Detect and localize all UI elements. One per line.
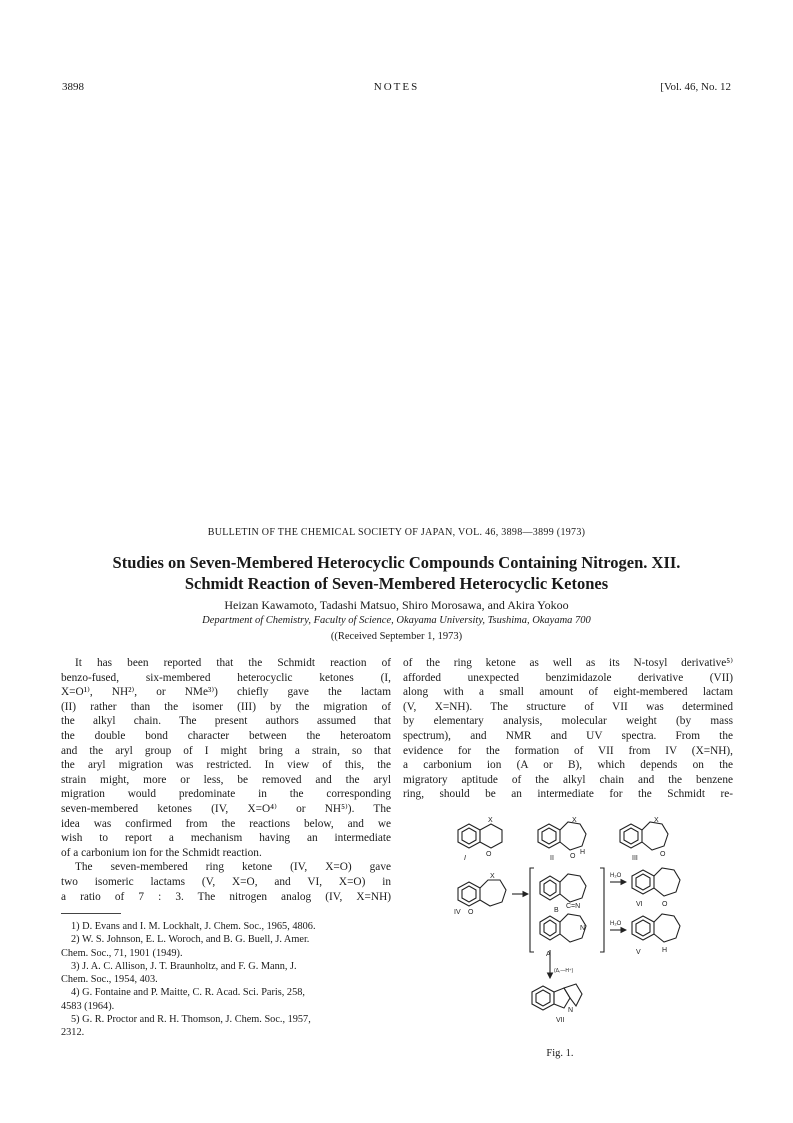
- text-line: migratory aptitude of the alkyl chain and the benzene: [403, 773, 733, 786]
- structure-iii: [620, 822, 668, 850]
- text-line: and the aryl group of I might bring a strain, so that: [61, 744, 391, 757]
- text-line: of the ring ketone as well as its N-tosyl derivative⁵⁾: [403, 657, 733, 669]
- label-n: N: [568, 1007, 574, 1014]
- footnote: 2) W. S. Johnson, E. L. Woroch, and B. G. Buell, J. Amer.: [71, 934, 310, 946]
- label-o: O: [486, 851, 492, 858]
- reaction-scheme-figure: [440, 810, 700, 1040]
- body-column-left: [61, 656, 391, 904]
- journal-ref: 46, 3898—3899 (1973): [485, 527, 586, 538]
- volume-label: [Vol. 46, No. 12: [660, 81, 731, 93]
- structure-vii: [532, 984, 582, 1010]
- text-line: strain might, more or less, be removed and the aryl: [61, 773, 391, 786]
- text-line: migration would predominate in the corresponding: [61, 788, 391, 801]
- text-line: afforded unexpected benzimidazole derivative (VII): [403, 671, 733, 684]
- footnote: 4583 (1964).: [61, 1000, 115, 1012]
- text-line: a ratio of 7 : 3. The nitrogen analog (IV, X=NH): [61, 890, 391, 903]
- page-number: 3898: [62, 81, 84, 93]
- structure-i: [458, 824, 502, 848]
- label-x: X: [490, 873, 495, 880]
- footnote: 2312.: [61, 1027, 85, 1039]
- label-vii: VII: [556, 1017, 565, 1024]
- label-vi: VI: [636, 901, 643, 908]
- text-line: the double bond character between the heteroatom: [61, 729, 391, 742]
- section-title: NOTES: [373, 81, 420, 93]
- label-ii: II: [550, 855, 554, 862]
- footnote: 1) D. Evans and I. M. Lockhalt, J. Chem. Soc., 1965, 4806.: [71, 921, 316, 932]
- text-line: the alkyl chain. The present authors assumed that: [61, 715, 391, 728]
- label-iv: IV: [454, 909, 461, 916]
- label-o: O: [662, 901, 668, 908]
- title-line-2: Schmidt Reaction of Seven-Membered Heterocyclic Ketones: [184, 574, 609, 593]
- label-h: H: [662, 947, 668, 954]
- label-i: I: [464, 855, 466, 862]
- text-line: (II) rather than the isomer (III) by the migration of: [61, 700, 391, 713]
- running-head: [62, 81, 731, 97]
- title-line-1: Studies on Seven-Membered Heterocyclic Compounds Containing Nitrogen. XII.: [112, 553, 681, 572]
- text-line: (V, X=NH). The structure of VII was determined: [403, 700, 733, 713]
- label-cn: C=N: [566, 903, 581, 910]
- text-line: ring, should be an intermediate for the Schmidt re-: [403, 788, 733, 801]
- affiliation: Department of Chemistry, Faculty of Science, Okayama University, Tsushima, Okayama 700: [202, 615, 591, 626]
- text-line: X=O¹⁾, NH²⁾, or NMe³⁾) chiefly gave the lactam: [61, 686, 391, 699]
- label-heat: (Δ,—H⁺): [554, 968, 574, 974]
- label-o: O: [660, 851, 666, 858]
- label-x: X: [572, 817, 577, 824]
- text-line: benzo-fused, six-membered heterocyclic ketones (I,: [61, 671, 391, 684]
- label-o: O: [468, 909, 474, 916]
- label-x: X: [488, 817, 493, 824]
- label-n: N: [580, 925, 586, 932]
- label-iii: III: [632, 855, 638, 862]
- text-line: the aryl migration was restricted. In view of this, the: [61, 759, 391, 772]
- text-line: It has been reported that the Schmidt reaction of: [75, 657, 391, 669]
- footnote: 5) G. R. Proctor and R. H. Thomson, J. Chem. Soc., 1957,: [71, 1014, 311, 1026]
- footnote-divider: [61, 913, 121, 914]
- footnote: Chem. Soc., 71, 1901 (1949).: [61, 947, 183, 959]
- footnote: Chem. Soc., 1954, 403.: [61, 974, 158, 986]
- text-line: by elementary analysis, molecular weight (by mass: [403, 715, 733, 728]
- structure-vi: [632, 868, 680, 896]
- footnote: 4) G. Fontaine and P. Maitte, C. R. Acad. Sci. Paris, 258,: [71, 987, 305, 999]
- footnote: 3) J. A. C. Allison, J. T. Braunholtz, and F. G. Mann, J.: [71, 960, 297, 972]
- structure-ii: [538, 822, 586, 850]
- text-line: seven-membered ketones (IV, X=O⁴⁾ or NH⁵⁾). The: [61, 802, 391, 815]
- structure-iv: [458, 880, 506, 906]
- author-list: Heizan Kawamoto, Tadashi Matsuo, Shiro Morosawa, and Akira Yokoo: [224, 598, 569, 612]
- label-h: H: [580, 849, 586, 856]
- intermediate-a: [540, 874, 586, 902]
- article-title: [40, 552, 753, 594]
- label-h2o: H₂O: [610, 873, 622, 879]
- label-o: O: [570, 853, 576, 860]
- text-line: The seven-membered ring ketone (IV, X=O) gave: [75, 861, 391, 874]
- structure-v: [632, 914, 680, 942]
- text-line: spectrum), and NMR and UV spectra. From the: [403, 729, 733, 742]
- text-line: along with a small amount of eight-membered lactam: [403, 686, 733, 699]
- text-line: of a carbonium ion for the Schmidt reaction.: [61, 846, 262, 859]
- body-column-right: [403, 656, 733, 802]
- text-line: a carbonium ion (A or B), which depends on the: [403, 759, 733, 772]
- text-line: two isomeric lactams (V, X=O, and VI, X=O) in: [61, 875, 391, 888]
- figure-caption: Fig. 1.: [546, 1048, 574, 1059]
- journal-name: BULLETIN OF THE CHEMICAL SOCIETY OF JAPAN, VOL.: [207, 527, 483, 538]
- label-a: A: [546, 951, 551, 958]
- received-date: ((Received September 1, 1973): [330, 631, 463, 642]
- text-line: wish to report a mechanism having an intermediate: [61, 832, 391, 845]
- text-line: idea was confirmed from the reactions below, and we: [61, 817, 391, 830]
- journal-citation: [60, 527, 733, 538]
- label-h2o: H₂O: [610, 921, 622, 927]
- footnotes: [61, 920, 391, 1040]
- label-b: B: [554, 907, 559, 914]
- label-x: X: [654, 817, 659, 824]
- label-v: V: [636, 949, 641, 956]
- text-line: evidence for the formation of VII from IV (X=NH),: [403, 744, 733, 757]
